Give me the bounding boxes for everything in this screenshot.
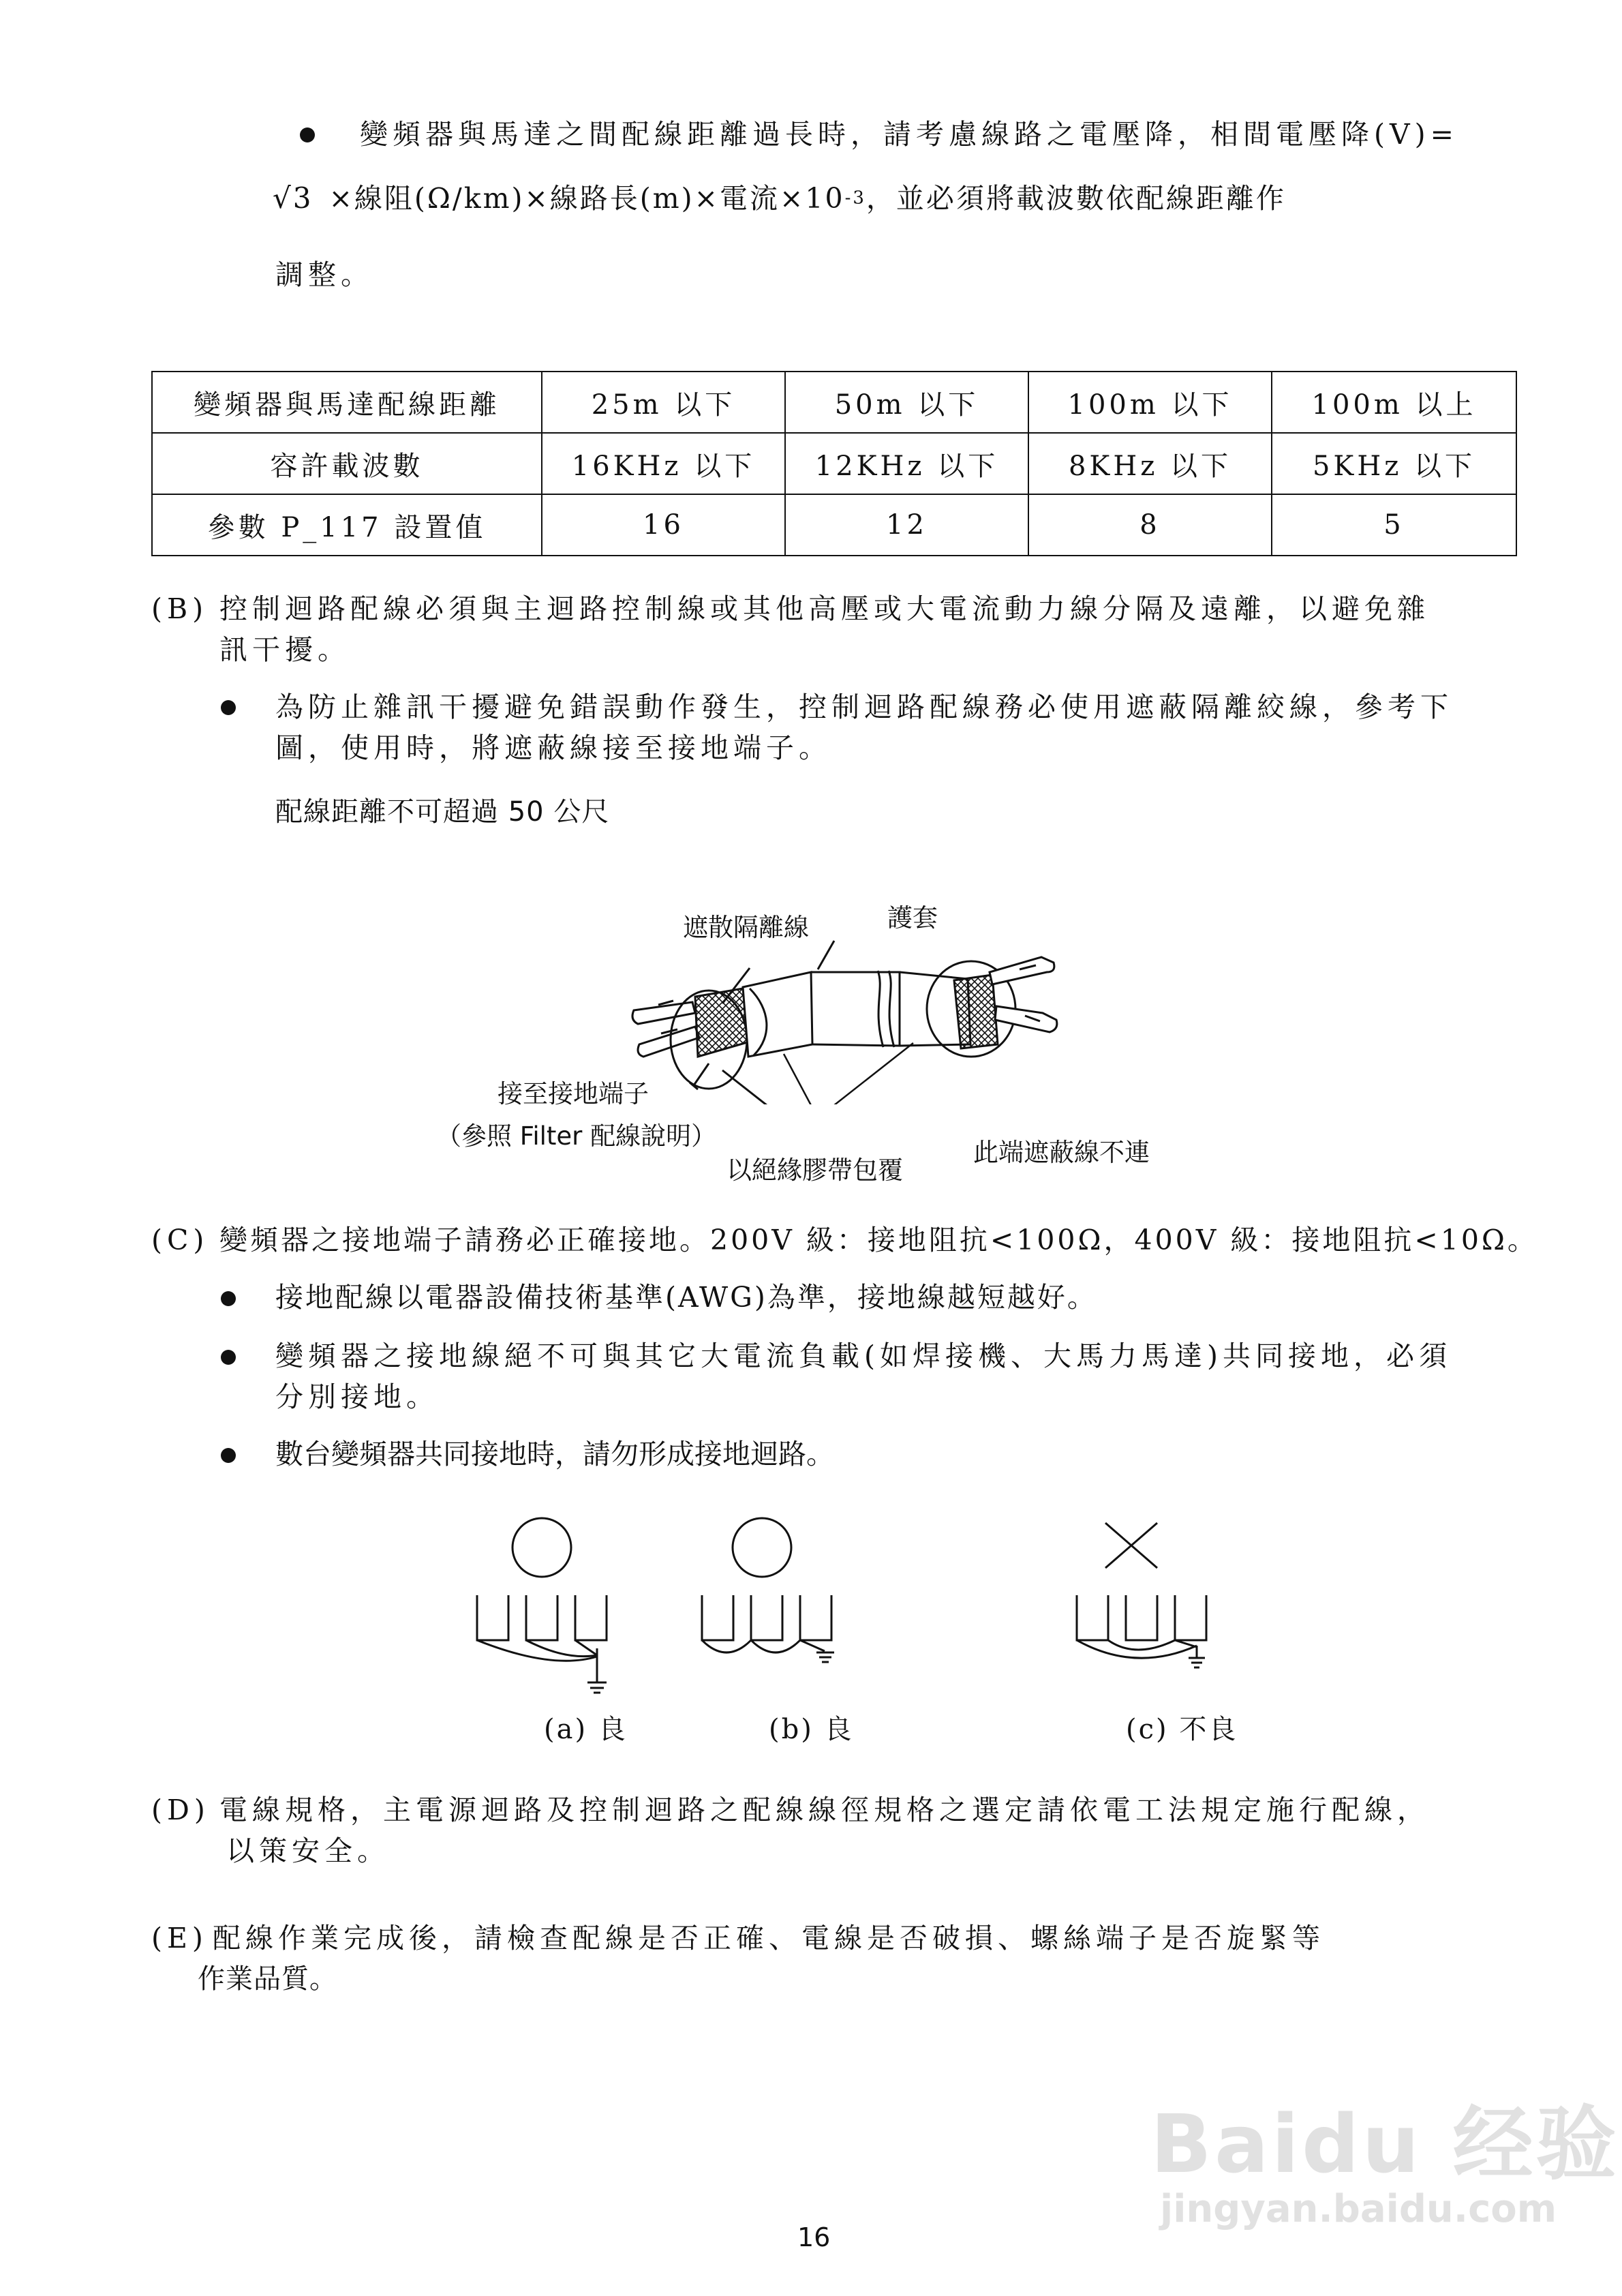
section-d-text-2: 以策安全。: [226, 1834, 390, 1867]
label-jacket: 護套: [887, 903, 938, 933]
table-cell: 16: [542, 494, 785, 556]
section-d-label: (D): [151, 1794, 210, 1826]
label-filter-ref: （參照 Filter 配線說明）: [436, 1121, 717, 1151]
table-cell: 參數 P_117 設置值: [152, 494, 542, 556]
section-c-bullet-3: 數台變頻器共同接地時，請勿形成接地迴路。: [275, 1438, 834, 1470]
grounding-diagram: [470, 1507, 1274, 1697]
intro-line-3: 調整。: [275, 258, 373, 291]
table-row: [152, 494, 1516, 556]
table-row: [152, 372, 1516, 433]
intro-line-2: [273, 181, 1286, 215]
section-c-label: (C): [151, 1224, 209, 1256]
label-connect-ground: 接至接地端子: [498, 1079, 649, 1108]
bullet-dot: [221, 1448, 236, 1463]
table-cell: 50m 以下: [785, 372, 1028, 433]
page-number: 16: [797, 2222, 831, 2252]
section-c-bullet-1: 接地配線以電器設備技術基準(AWG)為準，接地線越短越好。: [275, 1281, 1097, 1314]
section-e-text-1: 配線作業完成後，請檢查配線是否正確、電線是否破損、螺絲端子是否旋緊等: [213, 1922, 1325, 1954]
table-cell: 5: [1272, 494, 1516, 556]
sqrt3-symbol: √3: [273, 181, 313, 215]
bullet-dot: [300, 127, 315, 142]
table-cell: 容許載波數: [152, 433, 542, 494]
section-b-bullet-1-line-2: 圖，使用時，將遮蔽線接至接地端子。: [275, 731, 831, 764]
table-cell: 25m 以下: [542, 372, 785, 433]
table-cell: 12: [785, 494, 1028, 556]
formula-exponent: -3: [844, 187, 866, 209]
formula-text: ×線阻(Ω/km)×線路長(m)×電流×10: [328, 182, 845, 215]
baidu-watermark-url: jingyan.baidu.com: [1160, 2187, 1557, 2231]
carrier-frequency-table: [151, 371, 1517, 556]
caption-b-good: (b) 良: [769, 1714, 854, 1745]
table-row: [152, 433, 1516, 494]
section-e-label: (E): [151, 1922, 208, 1954]
caption-c-bad: (c) 不良: [1126, 1714, 1238, 1745]
table-cell: 變頻器與馬達配線距離: [152, 372, 542, 433]
section-c-text: 變頻器之接地端子請務必正確接地。200V 級：接地阻抗<100Ω，400V 級：接地阻抗<10Ω。: [219, 1224, 1538, 1256]
section-d-text-1: 電線規格，主電源迴路及控制迴路之配線線徑規格之選定請依電工法規定施行配線，: [219, 1794, 1430, 1826]
label-shield-wire: 遮散隔離線: [683, 913, 809, 942]
intro-line-1: 變頻器與馬達之間配線距離過長時，請考慮線路之電壓降，相間電壓降(V)=: [360, 118, 1458, 151]
bullet-dot: [221, 1350, 236, 1365]
section-b-text-2: 訊干擾。: [219, 633, 350, 666]
distance-note: 配線距離不可超過 50 公尺: [275, 796, 610, 828]
section-b-label: (B): [151, 592, 209, 625]
section-c-bullet-2-line-1: 變頻器之接地線絕不可與其它大電流負載(如焊接機、大馬力馬達)共同接地，必須: [275, 1340, 1452, 1372]
bullet-dot: [221, 1291, 236, 1306]
table-cell: 12KHz 以下: [785, 433, 1028, 494]
section-b-bullet-1-line-1: 為防止雜訊干擾避免錯誤動作發生，控制迴路配線務必使用遮蔽隔離絞線，參考下: [275, 691, 1453, 723]
baidu-watermark: Baidu 经验: [1150, 2097, 1619, 2191]
label-insulation-tape: 以絕緣膠帶包覆: [726, 1155, 903, 1185]
bullet-dot: [221, 700, 236, 715]
label-no-connect: 此端遮蔽線不連: [973, 1138, 1150, 1167]
section-b-text-1: 控制迴路配線必須與主迴路控制線或其他高壓或大電流動力線分隔及遠離，以避免雜: [219, 592, 1430, 625]
table-cell: 8: [1028, 494, 1272, 556]
table-cell: 8KHz 以下: [1028, 433, 1272, 494]
section-c-bullet-2-line-2: 分別接地。: [275, 1380, 439, 1413]
table-cell: 100m 以下: [1028, 372, 1272, 433]
caption-a-good: (a) 良: [544, 1714, 628, 1745]
table-cell: 16KHz 以下: [542, 433, 785, 494]
table-cell: 5KHz 以下: [1272, 433, 1516, 494]
formula-tail: ，並必須將載波數依配線距離作: [866, 182, 1286, 215]
section-e-text-2: 作業品質。: [198, 1963, 337, 1995]
table-cell: 100m 以上: [1272, 372, 1516, 433]
